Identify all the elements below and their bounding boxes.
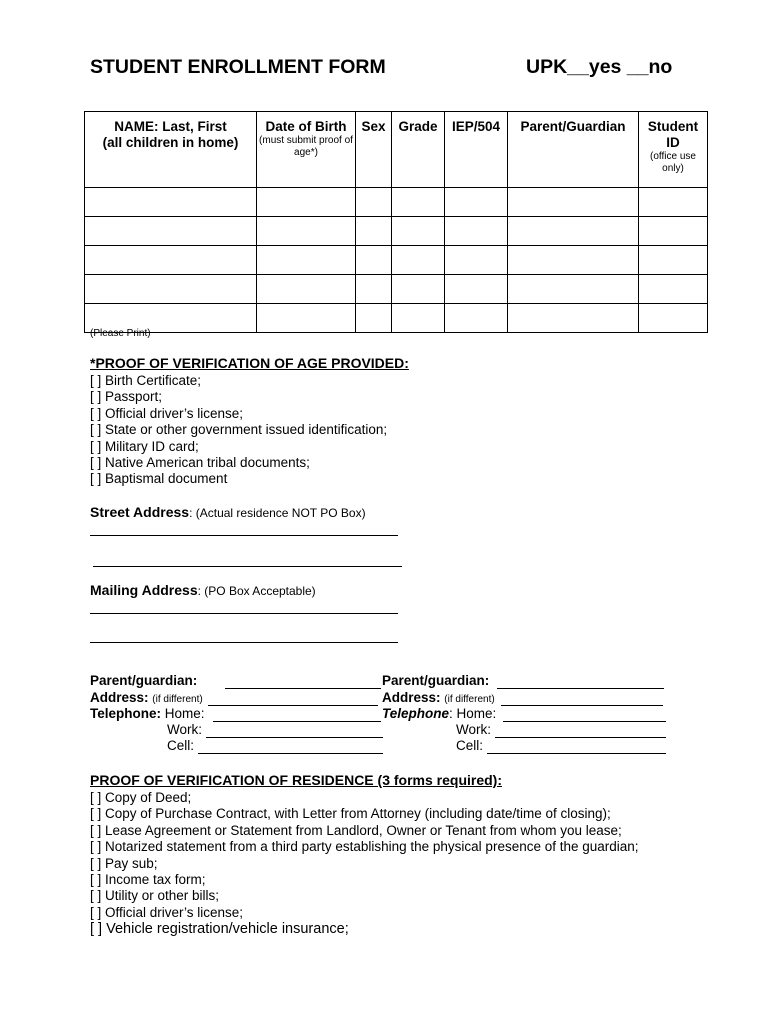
mailing-address-line-1[interactable] bbox=[90, 613, 398, 614]
col-student-id-label: Student bbox=[647, 119, 699, 134]
col-student-id-note: (office use only) bbox=[650, 151, 696, 174]
address2-title: Address: bbox=[382, 690, 441, 705]
cell2-line[interactable] bbox=[487, 753, 666, 754]
cell-name[interactable] bbox=[85, 188, 257, 217]
table-row bbox=[85, 246, 708, 275]
col-sex bbox=[356, 112, 392, 188]
age-proof-item[interactable]: [ ] Military ID card; bbox=[90, 438, 199, 454]
cell-dob[interactable] bbox=[257, 246, 356, 275]
address2-line[interactable] bbox=[501, 705, 663, 706]
cell-grade[interactable] bbox=[392, 188, 445, 217]
col-name bbox=[85, 112, 257, 188]
residence-proof-item[interactable]: [ ] Official driver’s license; bbox=[90, 904, 244, 920]
col-grade-label: Grade bbox=[398, 119, 438, 134]
age-proof-list bbox=[90, 373, 387, 488]
col-sex-label: Sex bbox=[361, 119, 386, 134]
table-row bbox=[85, 304, 708, 333]
home1-line[interactable] bbox=[213, 721, 381, 722]
cell-sex[interactable] bbox=[356, 304, 392, 333]
cell-student-id[interactable] bbox=[639, 188, 708, 217]
residence-proof-item[interactable]: [ ] Notarized statement from a third party establishing the physical presence of the guardian; bbox=[90, 839, 639, 855]
guardian1-line[interactable] bbox=[225, 688, 381, 689]
age-proof-item[interactable]: [ ] Official driver’s license; bbox=[90, 405, 244, 421]
cell-student-id[interactable] bbox=[639, 275, 708, 304]
col-name-label: NAME: Last, First bbox=[114, 119, 227, 134]
residence-proof-item[interactable]: [ ] Utility or other bills; bbox=[90, 888, 220, 904]
cell-iep[interactable] bbox=[445, 275, 508, 304]
guardian2-label: Parent/guardian: bbox=[382, 673, 490, 688]
guardian2-line[interactable] bbox=[497, 688, 664, 689]
cell-grade[interactable] bbox=[392, 246, 445, 275]
cell-grade[interactable] bbox=[392, 217, 445, 246]
table-header-row bbox=[85, 112, 708, 188]
cell1-line[interactable] bbox=[198, 753, 383, 754]
cell-parent[interactable] bbox=[508, 275, 639, 304]
mailing-address-note: : (PO Box Acceptable) bbox=[197, 584, 316, 598]
cell-name[interactable] bbox=[85, 217, 257, 246]
address1-title: Address: bbox=[90, 690, 149, 705]
telephone1-title: Telephone: bbox=[90, 706, 162, 721]
mailing-address-line-2[interactable] bbox=[90, 642, 398, 643]
cell-student-id[interactable] bbox=[639, 217, 708, 246]
home1-label: Home: bbox=[164, 706, 205, 721]
mailing-address-title: Mailing Address bbox=[90, 582, 198, 598]
residence-proof-item[interactable]: [ ] Pay sub; bbox=[90, 855, 158, 871]
age-proof-item[interactable]: [ ] Native American tribal documents; bbox=[90, 455, 310, 471]
residence-proof-item[interactable]: [ ] Copy of Purchase Contract, with Letter from Attorney (including date/time of closing); bbox=[90, 806, 611, 822]
address1-note: (if different) bbox=[152, 694, 203, 705]
col-student-id-label2: ID bbox=[666, 135, 680, 150]
cell-iep[interactable] bbox=[445, 304, 508, 333]
guardian1-label: Parent/guardian: bbox=[90, 673, 198, 688]
residence-proof-item[interactable]: [ ] Income tax form; bbox=[90, 872, 206, 888]
cell-sex[interactable] bbox=[356, 275, 392, 304]
cell-student-id[interactable] bbox=[639, 246, 708, 275]
table-row bbox=[85, 217, 708, 246]
cell-parent[interactable] bbox=[508, 188, 639, 217]
work2-label: Work: bbox=[456, 722, 492, 737]
upk-selector[interactable]: UPK__yes __no bbox=[526, 56, 673, 78]
cell-sex[interactable] bbox=[356, 217, 392, 246]
enrollment-table bbox=[84, 111, 708, 333]
col-dob-label: Date of Birth bbox=[265, 119, 347, 134]
col-name-label2: (all children in home) bbox=[102, 135, 239, 150]
cell-grade[interactable] bbox=[392, 304, 445, 333]
cell-iep[interactable] bbox=[445, 246, 508, 275]
table-row bbox=[85, 275, 708, 304]
work2-line[interactable] bbox=[495, 737, 666, 738]
col-dob bbox=[257, 112, 356, 188]
residence-proof-list bbox=[90, 790, 639, 938]
street-address-line-1[interactable] bbox=[90, 535, 398, 536]
cell-grade[interactable] bbox=[392, 275, 445, 304]
address2-note: (if different) bbox=[444, 694, 495, 705]
work1-label: Work: bbox=[167, 722, 203, 737]
residence-proof-item[interactable]: [ ] Vehicle registration/vehicle insurance; bbox=[90, 921, 349, 938]
form-title: STUDENT ENROLLMENT FORM bbox=[90, 56, 386, 78]
cell-name[interactable] bbox=[85, 275, 257, 304]
telephone2-title: Telephone bbox=[382, 706, 450, 721]
cell-sex[interactable] bbox=[356, 188, 392, 217]
home2-label: : Home: bbox=[449, 706, 497, 721]
col-student-id bbox=[639, 112, 708, 188]
street-address-label bbox=[90, 504, 366, 520]
street-address-title: Street Address bbox=[90, 504, 190, 520]
age-proof-heading: *PROOF OF VERIFICATION OF AGE PROVIDED: bbox=[90, 355, 409, 371]
street-address-note: : (Actual residence NOT PO Box) bbox=[189, 506, 366, 520]
age-proof-item[interactable]: [ ] Passport; bbox=[90, 389, 163, 405]
cell-name[interactable] bbox=[85, 246, 257, 275]
address1-label bbox=[90, 690, 203, 705]
age-proof-item[interactable]: [ ] Birth Certificate; bbox=[90, 373, 202, 388]
residence-proof-item[interactable]: [ ] Copy of Deed; bbox=[90, 790, 192, 805]
col-grade bbox=[392, 112, 445, 188]
col-parent bbox=[508, 112, 639, 188]
please-print-note: (Please Print) bbox=[90, 328, 151, 339]
col-parent-label: Parent/Guardian bbox=[520, 119, 626, 134]
street-address-line-2[interactable] bbox=[93, 566, 402, 567]
cell-parent[interactable] bbox=[508, 304, 639, 333]
cell-parent[interactable] bbox=[508, 246, 639, 275]
col-iep bbox=[445, 112, 508, 188]
residence-proof-item[interactable]: [ ] Lease Agreement or Statement from Landlord, Owner or Tenant from whom you lease; bbox=[90, 822, 622, 838]
cell-iep[interactable] bbox=[445, 188, 508, 217]
home2-line[interactable] bbox=[503, 721, 666, 722]
cell-iep[interactable] bbox=[445, 217, 508, 246]
cell-dob[interactable] bbox=[257, 217, 356, 246]
col-dob-note: (must submit proof of age*) bbox=[259, 135, 353, 158]
address2-label bbox=[382, 690, 495, 705]
col-iep-label: IEP/504 bbox=[451, 119, 501, 134]
cell-dob[interactable] bbox=[257, 275, 356, 304]
age-proof-item[interactable]: [ ] Baptismal document bbox=[90, 471, 228, 487]
work1-line[interactable] bbox=[206, 737, 383, 738]
table-row bbox=[85, 188, 708, 217]
cell-parent[interactable] bbox=[508, 217, 639, 246]
residence-proof-heading: PROOF OF VERIFICATION OF RESIDENCE (3 forms required): bbox=[90, 772, 502, 788]
cell1-label: Cell: bbox=[167, 738, 195, 753]
cell-sex[interactable] bbox=[356, 246, 392, 275]
address1-line[interactable] bbox=[208, 705, 378, 706]
age-proof-item[interactable]: [ ] State or other government issued identification; bbox=[90, 422, 388, 438]
cell-dob[interactable] bbox=[257, 188, 356, 217]
mailing-address-label bbox=[90, 582, 316, 598]
cell-dob[interactable] bbox=[257, 304, 356, 333]
cell2-label: Cell: bbox=[456, 738, 484, 753]
cell-student-id[interactable] bbox=[639, 304, 708, 333]
telephone1-label bbox=[90, 706, 205, 721]
telephone2-label bbox=[382, 706, 496, 721]
